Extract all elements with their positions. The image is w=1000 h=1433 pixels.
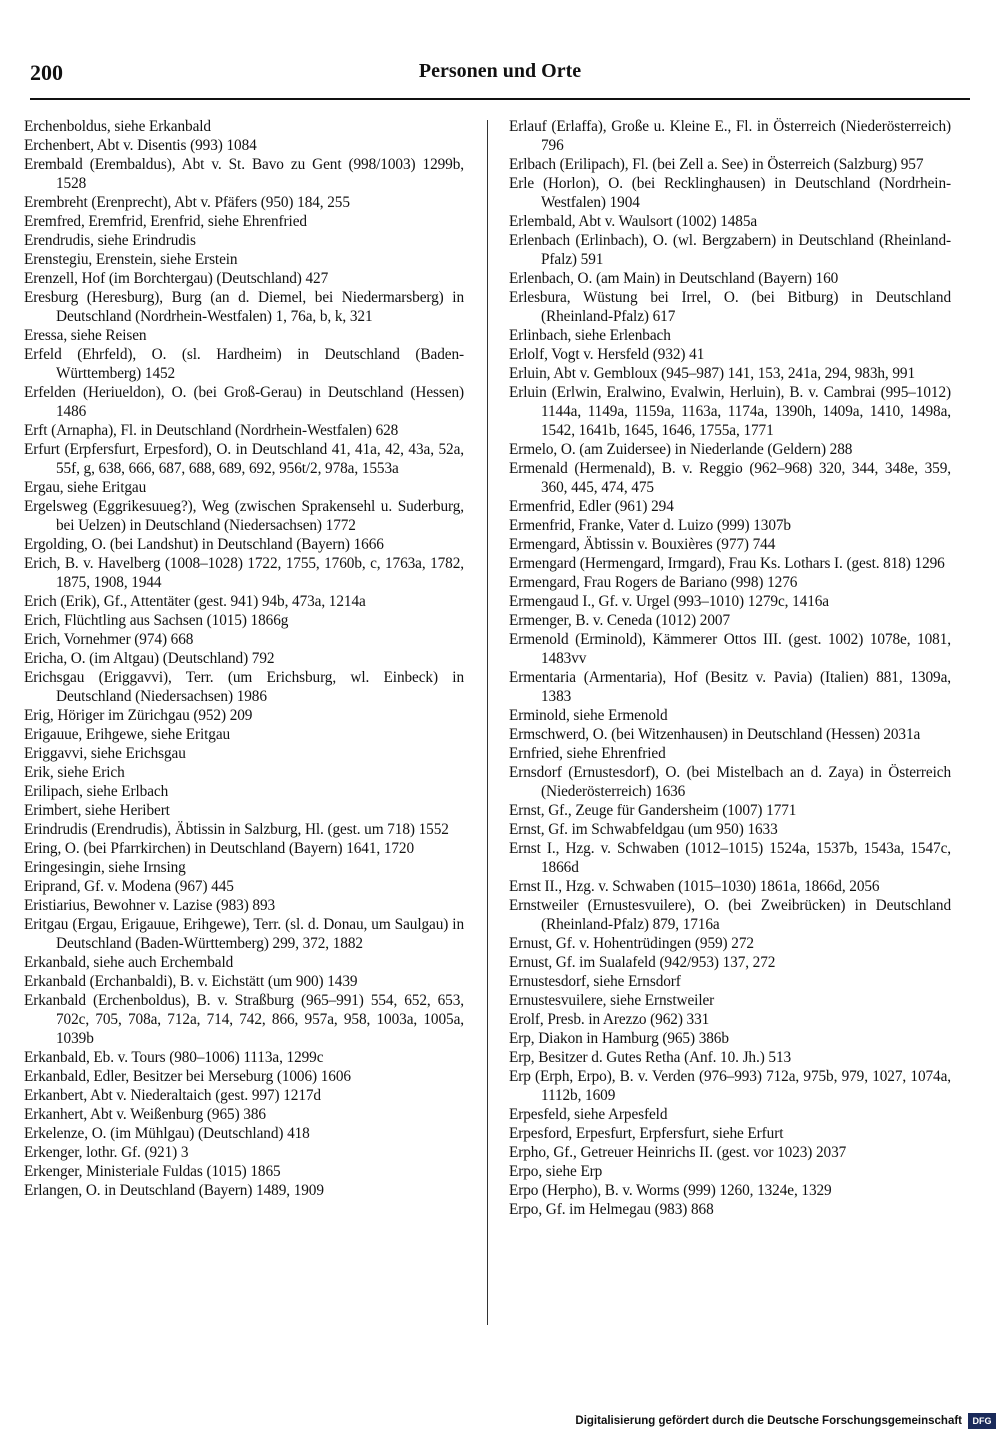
header-rule [30, 98, 970, 100]
index-entry: Erpesford, Erpesfurt, Erpfersfurt, siehe Erfurt [509, 1125, 784, 1142]
index-entry: Eriggavvi, siehe Erichsgau [24, 745, 186, 762]
index-entry: Ermengard, Frau Rogers de Bariano (998) 1276 [509, 574, 798, 591]
index-entry: Erp, Diakon in Hamburg (965) 386b [509, 1030, 729, 1047]
index-entry: Ergelsweg (Eggrikesuueg?), Weg (zwischen Sprakensehl u. Suderburg, bei Uelzen) in Deutschland (Niedersachsen) 1772 [24, 498, 464, 534]
left-column [24, 117, 464, 1200]
index-entry: Eringesingin, siehe Irnsing [24, 859, 186, 876]
index-entry: Erkanbald (Erchenboldus), B. v. Straßburg (965–991) 554, 652, 653, 702c, 705, 708a, 712a, 714, 742, 866, 957a, 958, 1003a, 1005a, 1039b [24, 992, 464, 1047]
index-entry: Erluin (Erlwin, Eralwino, Evalwin, Herluin), B. v. Cambrai (995–1012) 1144a, 1149a, 1159a, 1163a, 1174a, 1390h, 1409a, 1410, 1498a, 1542, 1641b, 1645, 1646, 1755a, 1771 [509, 384, 951, 439]
index-entry: Erindrudis (Erendrudis), Äbtissin in Salzburg, Hl. (gest. um 718) 1552 [24, 821, 449, 838]
index-entry: Erp, Besitzer d. Gutes Retha (Anf. 10. Jh.) 513 [509, 1049, 792, 1066]
index-entry: Ernst II., Hzg. v. Schwaben (1015–1030) 1861a, 1866d, 2056 [509, 878, 880, 895]
index-entry: Eristiarius, Bewohner v. Lazise (983) 893 [24, 897, 276, 914]
index-entry: Erich, Flüchtling aus Sachsen (1015) 1866g [24, 612, 289, 629]
index-entry: Erle (Horlon), O. (bei Recklinghausen) in Deutschland (Nordrhein-Westfalen) 1904 [509, 175, 951, 211]
index-entry: Erenstegiu, Erenstein, siehe Erstein [24, 251, 238, 268]
index-entry: Ergau, siehe Eritgau [24, 479, 147, 496]
index-entry: Erilipach, siehe Erlbach [24, 783, 169, 800]
index-entry: Ermelo, O. (am Zuidersee) in Niederlande (Geldern) 288 [509, 441, 853, 458]
index-entry: Erluin, Abt v. Gembloux (945–987) 141, 153, 241a, 294, 983h, 991 [509, 365, 916, 382]
index-entry: Erich, B. v. Havelberg (1008–1028) 1722, 1755, 1760b, c, 1763a, 1782, 1875, 1908, 1944 [24, 555, 464, 591]
index-entry: Erpo (Herpho), B. v. Worms (999) 1260, 1324e, 1329 [509, 1182, 832, 1199]
index-entry: Erkanbald, Edler, Besitzer bei Merseburg (1006) 1606 [24, 1068, 351, 1085]
index-entry: Ernfried, siehe Ehrenfried [509, 745, 666, 762]
index-entry: Erik, siehe Erich [24, 764, 125, 781]
index-entry: Eressa, siehe Reisen [24, 327, 147, 344]
index-entry: Eritgau (Ergau, Erigauue, Erihgewe), Terr. (sl. d. Donau, um Saulgau) in Deutschland (Baden-Württemberg) 299, 372, 1882 [24, 916, 464, 952]
index-entry: Ernsdorf (Ernustesdorf), O. (bei Mistelbach an d. Zaya) in Österreich (Niederösterreich) 1636 [509, 764, 951, 800]
index-entry: Erlembald, Abt v. Waulsort (1002) 1485a [509, 213, 758, 230]
funding-footer: Digitalisierung gefördert durch die Deutsche Forschungsgemeinschaft [575, 1415, 962, 1427]
index-entry: Erchenbert, Abt v. Disentis (993) 1084 [24, 137, 257, 154]
index-entry: Erlauf (Erlaffa), Große u. Kleine E., Fl. in Österreich (Niederösterreich) 796 [509, 118, 951, 154]
index-entry: Ernstweiler (Ernustesvuilere), O. (bei Zweibrücken) in Deutschland (Rheinland-Pfalz) 879, 1716a [509, 897, 951, 933]
index-entry: Erkenger, lothr. Gf. (921) 3 [24, 1144, 189, 1161]
index-entry: Ernustesdorf, siehe Ernsdorf [509, 973, 681, 990]
index-entry: Erfelden (Heriueldon), O. (bei Groß-Gerau) in Deutschland (Hessen) 1486 [24, 384, 464, 420]
index-entry: Erchenboldus, siehe Erkanbald [24, 118, 211, 135]
index-entry: Ermengard (Hermengard, Irmgard), Frau Ks. Lothars I. (gest. 818) 1296 [509, 555, 945, 572]
index-entry: Erkenger, Ministeriale Fuldas (1015) 1865 [24, 1163, 281, 1180]
index-entry: Ermentaria (Armentaria), Hof (Besitz v. Pavia) (Italien) 881, 1309a, 1383 [509, 669, 951, 705]
index-entry: Erpo, siehe Erp [509, 1163, 603, 1180]
index-entry: Erkanbald (Erchanbaldi), B. v. Eichstätt (um 900) 1439 [24, 973, 358, 990]
index-entry: Erich, Vornehmer (974) 668 [24, 631, 194, 648]
column-divider [487, 120, 488, 1325]
index-entry: Erfurt (Erpfersfurt, Erpesford), O. in Deutschland 41, 41a, 42, 43a, 52a, 55f, g, 638, 666, 687, 688, 689, 692, 956t/2, 978a, 1553a [24, 441, 464, 477]
index-entry: Erigauue, Erihgewe, siehe Eritgau [24, 726, 231, 743]
index-entry: Ermenger, B. v. Ceneda (1012) 2007 [509, 612, 730, 629]
index-entry: Erkanhert, Abt v. Weißenburg (965) 386 [24, 1106, 266, 1123]
index-entry: Eresburg (Heresburg), Burg (an d. Diemel, bei Niedermarsberg) in Deutschland (Nordrhein-Westfalen) 1, 76a, b, k, 321 [24, 289, 464, 325]
index-entry: Erlenbach (Erlinbach), O. (wl. Bergzabern) in Deutschland (Rheinland-Pfalz) 591 [509, 232, 951, 268]
index-entry: Erft (Arnapha), Fl. in Deutschland (Nordrhein-Westfalen) 628 [24, 422, 399, 439]
index-entry: Erembald (Erembaldus), Abt v. St. Bavo zu Gent (998/1003) 1299b, 1528 [24, 156, 464, 192]
index-entry: Erich (Erik), Gf., Attentäter (gest. 941) 94b, 473a, 1214a [24, 593, 366, 610]
index-entry: Erlangen, O. in Deutschland (Bayern) 1489, 1909 [24, 1182, 324, 1199]
index-entry: Erig, Höriger im Zürichgau (952) 209 [24, 707, 253, 724]
index-entry: Ernst I., Hzg. v. Schwaben (1012–1015) 1524a, 1537b, 1543a, 1547c, 1866d [509, 840, 951, 876]
index-entry: Erlbach (Erilipach), Fl. (bei Zell a. See) in Österreich (Salzburg) 957 [509, 156, 924, 173]
index-entry: Ermenfrid, Edler (961) 294 [509, 498, 674, 515]
index-entry: Erichsgau (Eriggavvi), Terr. (um Erichsburg, wl. Einbeck) in Deutschland (Niedersachsen) 1986 [24, 669, 464, 705]
index-entry: Erp (Erph, Erpo), B. v. Verden (976–993) 712a, 975b, 979, 1027, 1074a, 1112b, 1609 [509, 1068, 951, 1104]
index-entry: Ermenald (Hermenald), B. v. Reggio (962–968) 320, 344, 348e, 359, 360, 445, 474, 475 [509, 460, 951, 496]
index-entry: Ernust, Gf. im Sualafeld (942/953) 137, 272 [509, 954, 776, 971]
index-entry: Erkanbald, siehe auch Erchembald [24, 954, 234, 971]
index-entry: Ermenfrid, Franke, Vater d. Luizo (999) 1307b [509, 517, 791, 534]
index-entry: Erlolf, Vogt v. Hersfeld (932) 41 [509, 346, 705, 363]
page-header [30, 60, 970, 100]
running-title: Personen und Orte [418, 60, 582, 82]
page-number: 200 [30, 60, 63, 85]
index-entry: Ermenold (Erminold), Kämmerer Ottos III. (gest. 1002) 1078e, 1081, 1483vv [509, 631, 951, 667]
index-entry: Ericha, O. (im Altgau) (Deutschland) 792 [24, 650, 275, 667]
index-entry: Ernustesvuilere, siehe Ernstweiler [509, 992, 715, 1009]
index-entry: Erlenbach, O. (am Main) in Deutschland (Bayern) 160 [509, 270, 839, 287]
dfg-logo: DFG [968, 1413, 996, 1429]
index-entry: Ergolding, O. (bei Landshut) in Deutschland (Bayern) 1666 [24, 536, 384, 553]
index-entry: Erfeld (Ehrfeld), O. (sl. Hardheim) in Deutschland (Baden-Württemberg) 1452 [24, 346, 464, 382]
index-entry: Erkelenze, O. (im Mühlgau) (Deutschland) 418 [24, 1125, 310, 1142]
index-entry: Erkanbald, Eb. v. Tours (980–1006) 1113a, 1299c [24, 1049, 324, 1066]
index-entry: Erimbert, siehe Heribert [24, 802, 170, 819]
index-entry: Ermengard, Äbtissin v. Bouxières (977) 744 [509, 536, 776, 553]
index-entry: Erkanbert, Abt v. Niederaltaich (gest. 997) 1217d [24, 1087, 321, 1104]
index-entry: Erpesfeld, siehe Arpesfeld [509, 1106, 668, 1123]
index-entry: Eriprand, Gf. v. Modena (967) 445 [24, 878, 234, 895]
index-entry: Ernust, Gf. v. Hohentrüdingen (959) 272 [509, 935, 754, 952]
index-entry: Erminold, siehe Ermenold [509, 707, 668, 724]
right-column [509, 117, 951, 1219]
index-entry: Erpo, Gf. im Helmegau (983) 868 [509, 1201, 714, 1218]
index-entry: Erolf, Presb. in Arezzo (962) 331 [509, 1011, 710, 1028]
index-entry: Ermschwerd, O. (bei Witzenhausen) in Deutschland (Hessen) 2031a [509, 726, 921, 743]
index-entry: Erembreht (Erenprecht), Abt v. Pfäfers (950) 184, 255 [24, 194, 350, 211]
index-entry: Erlesbura, Wüstung bei Irrel, O. (bei Bitburg) in Deutschland (Rheinland-Pfalz) 617 [509, 289, 951, 325]
index-entry: Erlinbach, siehe Erlenbach [509, 327, 671, 344]
index-entry: Ermengaud I., Gf. v. Urgel (993–1010) 1279c, 1416a [509, 593, 829, 610]
index-entry: Erpho, Gf., Getreuer Heinrichs II. (gest. vor 1023) 2037 [509, 1144, 847, 1161]
index-entry: Ernst, Gf. im Schwabfeldgau (um 950) 1633 [509, 821, 778, 838]
index-entry: Erenzell, Hof (im Borchtergau) (Deutschland) 427 [24, 270, 329, 287]
index-entry: Ernst, Gf., Zeuge für Gandersheim (1007) 1771 [509, 802, 797, 819]
index-entry: Erendrudis, siehe Erindrudis [24, 232, 196, 249]
index-entry: Ering, O. (bei Pfarrkirchen) in Deutschland (Bayern) 1641, 1720 [24, 840, 415, 857]
index-entry: Eremfred, Eremfrid, Erenfrid, siehe Ehrenfried [24, 213, 307, 230]
